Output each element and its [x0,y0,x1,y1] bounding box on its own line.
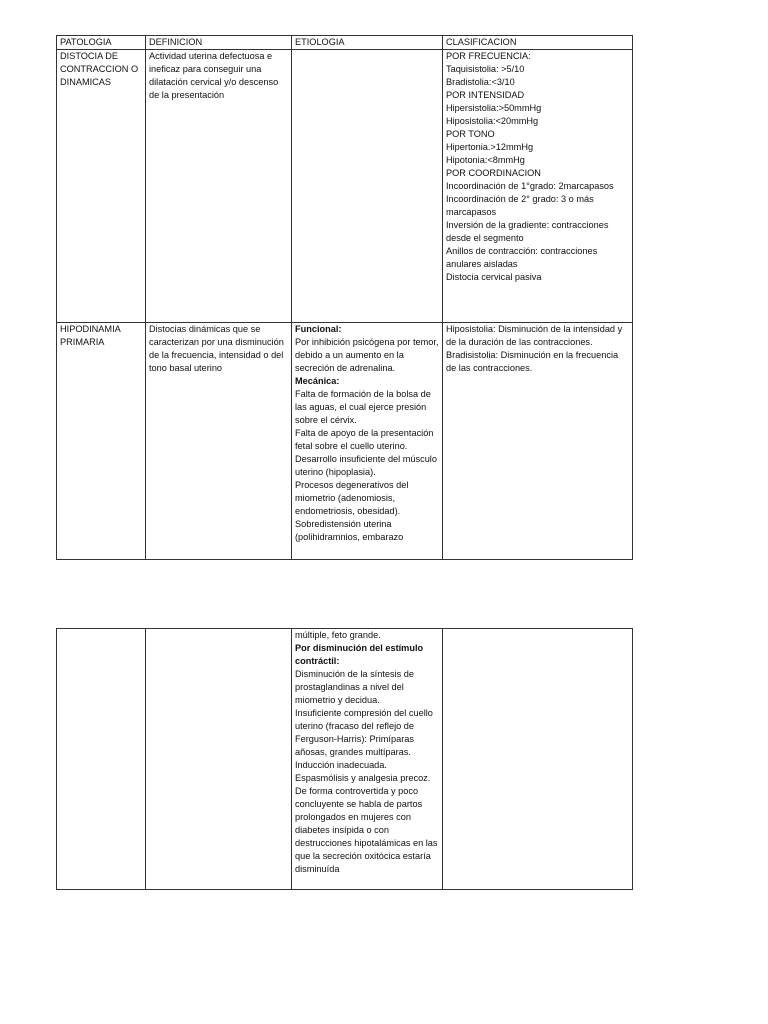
header-clasificacion: CLASIFICACION [443,36,633,50]
clasificacion-line: Bradisistolia: Disminución en la frecuencia de las contracciones. [446,350,619,373]
etiologia-item: De forma controvertida y poco concluyente se habla de partos prolongados en mujeres con diabetes insípida o con destrucciones hipotalámicas en las que la secreción oxitócica estaría disminuída [295,786,438,874]
definicion-cell [146,629,292,890]
definicion-cell: Distocias dinámicas que se caracterizan por una disminución de la frecuencia, intensidad o del tono basal uterino [146,323,292,560]
clasificacion-cell [443,323,633,560]
etiologia-item: Procesos degenerativos del miometrio (adenomiosis, endometriosis, obesidad). [295,480,409,516]
etiologia-item: múltiple, feto grande. [295,630,381,640]
clasificacion-line: POR COORDINACION [446,168,541,178]
etiologia-item: Falta de apoyo de la presentación fetal sobre el cuello uterino. [295,428,434,451]
etiologia-heading: Funcional: [295,324,342,334]
clasificacion-line: Hiposistolia:<20mmHg [446,116,539,126]
clasificacion-line: Taquisistolia: >5/10 [446,64,525,74]
etiologia-item: Inducción inadecuada. [295,760,387,770]
etiologia-item: Insuficiente compresión del cuello uterino (fracaso del reflejo de Ferguson-Harris): Primíparas añosas, grandes multíparas. [295,708,433,757]
etiologia-item: Desarrollo insuficiente del músculo uterino (hipoplasia). [295,454,437,477]
etiologia-item: Falta de formación de la bolsa de las aguas, el cual ejerce presión sobre el cérvix. [295,389,431,425]
clasificacion-line: Incoordinación de 1°grado: 2marcapasos [446,181,614,191]
etiologia-heading: Por disminución del estímulo contráctil: [295,643,424,666]
clasificacion-line: Hipertonia.>12mmHg [446,142,534,152]
etiologia-cell [292,629,443,890]
clasificacion-line: POR TONO [446,129,495,139]
clasificacion-line: Hiposistolia: Disminución de la intensidad y de la duración de las contracciones. [446,324,623,347]
clasificacion-line: Bradistolia:<3/10 [446,77,515,87]
etiologia-heading: Mecánica: [295,376,340,386]
clasificacion-line: Incoordinación de 2° grado: 3 o más marcapasos [446,194,594,217]
etiologia-cell [292,50,443,323]
etiologia-item: Sobredistensión uterina (polihidramnios, embarazo [295,519,404,542]
table-row-distocia [57,50,633,323]
clasificacion-cell [443,629,633,890]
header-definicion: DEFINICION [146,36,292,50]
patologia-cell: HIPODINAMIA PRIMARIA [57,323,146,560]
etiologia-item: Por inhibición psicógena por temor, debido a un aumento en la secreción de adrenalina. [295,337,439,373]
clasificacion-cell [443,50,633,323]
pathology-table [56,35,633,560]
table-row-hipodinamia [57,323,633,560]
header-patologia: PATOLOGIA [57,36,146,50]
clasificacion-line: Distocia cervical pasiva [446,272,542,282]
clasificacion-line: Hipotonia:<8mmHg [446,155,525,165]
pathology-table-continued [56,628,633,890]
clasificacion-line: Inversión de la gradiente: contracciones desde el segmento [446,220,609,243]
definicion-cell: Actividad uterina defectuosa e ineficaz para conseguir una dilatación cervical y/o descenso de la presentación [146,50,292,323]
clasificacion-line: Anillos de contracción: contracciones anulares aisladas [446,246,598,269]
clasificacion-line: POR FRECUENCIA: [446,51,531,61]
header-row [57,36,633,50]
header-etiologia: ETIOLOGIA [292,36,443,50]
etiologia-item: Espasmólisis y analgesia precoz. [295,773,431,783]
clasificacion-line: Hipersistolia:>50mmHg [446,103,542,113]
table-row-continuation [57,629,633,890]
patologia-cell [57,629,146,890]
clasificacion-line: POR INTENSIDAD [446,90,525,100]
etiologia-item: Disminución de la síntesis de prostaglandinas a nivel del miometrio y decidua. [295,669,414,705]
etiologia-cell [292,323,443,560]
patologia-cell: DISTOCIA DE CONTRACCION O DINAMICAS [57,50,146,323]
